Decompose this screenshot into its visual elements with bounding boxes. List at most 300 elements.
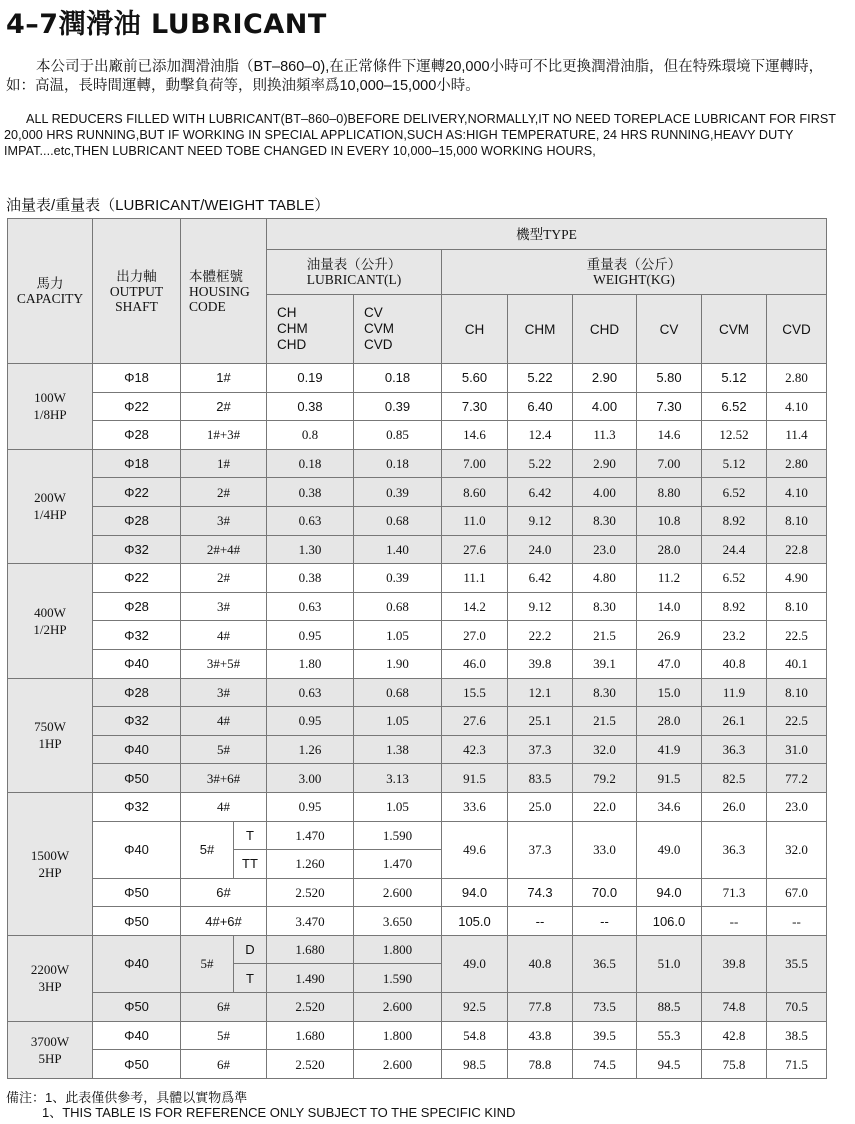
output-shaft-cell: Φ40 <box>93 821 181 878</box>
lubricant-cv-cell: 3.650 <box>354 907 442 936</box>
weight-cvd-cell: 22.5 <box>767 621 827 650</box>
weight-chm-cell: -- <box>508 907 573 936</box>
output-shaft-cell: Φ28 <box>93 421 181 450</box>
output-shaft-cell: Φ28 <box>93 592 181 621</box>
housing-variant-cell: D <box>234 935 267 964</box>
weight-chm-cell: 39.8 <box>508 649 573 678</box>
lubricant-cv-cell: 1.800 <box>354 935 442 964</box>
housing-code-cell: 1# <box>181 449 267 478</box>
housing-code-cell: 2# <box>181 478 267 507</box>
header-weight-en: WEIGHT(KG) <box>593 272 675 287</box>
lubricant-ch-cell: 0.18 <box>267 449 354 478</box>
weight-cvm-cell: 23.2 <box>702 621 767 650</box>
weight-cvm-cell: 6.52 <box>702 564 767 593</box>
weight-ch-cell: 94.0 <box>442 878 508 907</box>
weight-cvd-cell: 35.5 <box>767 935 827 992</box>
header-housing-en1: HOUSING <box>189 283 250 299</box>
lubricant-cv-cell: 1.38 <box>354 735 442 764</box>
header-lub-col-ch-line2: CHM <box>277 321 308 336</box>
weight-ch-cell: 27.0 <box>442 621 508 650</box>
header-output-shaft <box>93 219 181 364</box>
lubricant-ch-cell: 0.63 <box>267 506 354 535</box>
output-shaft-cell: Φ50 <box>93 1050 181 1079</box>
lubricant-cv-cell: 0.85 <box>354 421 442 450</box>
weight-cv-cell: 51.0 <box>637 935 702 992</box>
weight-cvm-cell: -- <box>702 907 767 936</box>
weight-cv-cell: 5.80 <box>637 364 702 393</box>
weight-ch-cell: 54.8 <box>442 1021 508 1050</box>
header-shaft-en1: OUTPUT <box>109 283 164 299</box>
lubricant-cv-cell: 0.39 <box>354 478 442 507</box>
weight-cv-cell: 15.0 <box>637 678 702 707</box>
weight-chd-cell: 2.90 <box>573 449 637 478</box>
table-row <box>8 478 827 507</box>
weight-chm-cell: 74.3 <box>508 878 573 907</box>
lubricant-ch-cell: 1.30 <box>267 535 354 564</box>
table-row <box>8 506 827 535</box>
weight-cv-cell: 55.3 <box>637 1021 702 1050</box>
weight-cv-cell: 88.5 <box>637 993 702 1022</box>
capacity-cell <box>8 792 93 935</box>
capacity-cell <box>8 364 93 450</box>
capacity-label: 5HP <box>38 1050 62 1066</box>
weight-ch-cell: 11.0 <box>442 506 508 535</box>
lubricant-cv-cell: 0.68 <box>354 506 442 535</box>
weight-chm-cell: 9.12 <box>508 506 573 535</box>
weight-cvd-cell: 40.1 <box>767 649 827 678</box>
weight-cvd-cell: 8.10 <box>767 678 827 707</box>
notes <box>6 1090 846 1120</box>
weight-cv-cell: 106.0 <box>637 907 702 936</box>
lubricant-cv-cell: 0.18 <box>354 449 442 478</box>
weight-cvd-cell: 4.10 <box>767 478 827 507</box>
table-row <box>8 621 827 650</box>
weight-chm-cell: 25.0 <box>508 792 573 821</box>
weight-ch-cell: 105.0 <box>442 907 508 936</box>
weight-chd-cell: 32.0 <box>573 735 637 764</box>
weight-cvd-cell: 32.0 <box>767 821 827 878</box>
housing-code-cell: 3#+6# <box>181 764 267 793</box>
header-housing-en2: CODE <box>189 298 226 314</box>
table-row <box>8 935 827 964</box>
housing-code-cell: 4# <box>181 707 267 736</box>
header-lubricant-zh: 油量表（公升） <box>306 257 402 272</box>
weight-chm-cell: 37.3 <box>508 821 573 878</box>
weight-chm-cell: 12.4 <box>508 421 573 450</box>
weight-cvd-cell: 4.90 <box>767 564 827 593</box>
weight-cvd-cell: 71.5 <box>767 1050 827 1079</box>
lubricant-cv-cell: 1.05 <box>354 621 442 650</box>
housing-code-cell: 6# <box>181 1050 267 1079</box>
lubricant-ch-cell: 2.520 <box>267 1050 354 1079</box>
weight-chm-cell: 5.22 <box>508 449 573 478</box>
lubricant-ch-cell: 0.63 <box>267 678 354 707</box>
weight-cvm-cell: 71.3 <box>702 878 767 907</box>
table-row <box>8 821 827 850</box>
weight-cvm-cell: 8.92 <box>702 506 767 535</box>
capacity-cell <box>8 1021 93 1078</box>
header-lub-col-ch-line1: CH <box>277 305 297 320</box>
weight-chd-cell: 21.5 <box>573 707 637 736</box>
weight-cvm-cell: 26.1 <box>702 707 767 736</box>
weight-cvm-cell: 36.3 <box>702 821 767 878</box>
lubricant-ch-cell: 0.38 <box>267 478 354 507</box>
housing-code-cell: 5# <box>181 1021 267 1050</box>
housing-code-cell: 3# <box>181 506 267 535</box>
housing-code-cell: 2# <box>181 392 267 421</box>
lubricant-cv-cell: 1.590 <box>354 821 442 850</box>
header-wt-col-cvd: CVD <box>767 295 827 364</box>
intro-english: ALL REDUCERS FILLED WITH LUBRICANT(BT–860–0)BEFORE DELIVERY,NORMALLY,IT NO NEED TOREPLACE LUBRICANT FOR FIRST 20,000 HRS RUNNING,BUT IF WORKING IN SPECIAL APPLICATION,SUCH AS:HIGH TEMPERATURE, 24 HRS RUNNING,HEAVY DUTY IMPAT....etc,THEN LUBRICANT NEED TOBE CHANGED IN EVERY 10,000–15,000 WORKING HOURS, <box>4 112 836 158</box>
output-shaft-cell: Φ32 <box>93 792 181 821</box>
weight-ch-cell: 33.6 <box>442 792 508 821</box>
header-wt-col-cvm: CVM <box>702 295 767 364</box>
header-wt-col-chd: CHD <box>573 295 637 364</box>
weight-chd-cell: 36.5 <box>573 935 637 992</box>
weight-cv-cell: 41.9 <box>637 735 702 764</box>
table-row <box>8 764 827 793</box>
housing-code-cell: 3# <box>181 592 267 621</box>
weight-chd-cell: 21.5 <box>573 621 637 650</box>
weight-chm-cell: 40.8 <box>508 935 573 992</box>
capacity-label: 1HP <box>38 736 62 752</box>
weight-chd-cell: 39.1 <box>573 649 637 678</box>
weight-cvd-cell: 8.10 <box>767 506 827 535</box>
table-row <box>8 392 827 421</box>
weight-cvm-cell: 40.8 <box>702 649 767 678</box>
capacity-label: 1/2HP <box>33 621 67 637</box>
housing-variant-cell: TT <box>234 850 267 879</box>
capacity-label: 2HP <box>38 864 62 880</box>
weight-cv-cell: 28.0 <box>637 535 702 564</box>
page-title: 4–7潤滑油 LUBRICANT <box>6 9 327 40</box>
header-lub-col-cv <box>354 295 442 364</box>
weight-cv-cell: 10.8 <box>637 506 702 535</box>
output-shaft-cell: Φ32 <box>93 621 181 650</box>
capacity-label: 1/8HP <box>33 407 67 423</box>
housing-code-cell: 5# <box>181 935 234 992</box>
weight-cv-cell: 94.0 <box>637 878 702 907</box>
table-row <box>8 649 827 678</box>
output-shaft-cell: Φ28 <box>93 506 181 535</box>
housing-code-cell: 6# <box>181 993 267 1022</box>
output-shaft-cell: Φ50 <box>93 764 181 793</box>
weight-ch-cell: 27.6 <box>442 707 508 736</box>
capacity-label: 200W <box>34 490 66 506</box>
lubricant-ch-cell: 1.680 <box>267 1021 354 1050</box>
note-zh: 備注：1、此表僅供參考，具體以實物爲準 <box>6 1090 248 1105</box>
weight-ch-cell: 92.5 <box>442 993 508 1022</box>
output-shaft-cell: Φ40 <box>93 1021 181 1050</box>
weight-cv-cell: 14.6 <box>637 421 702 450</box>
lubricant-cv-cell: 3.13 <box>354 764 442 793</box>
weight-chm-cell: 77.8 <box>508 993 573 1022</box>
lubricant-cv-cell: 1.470 <box>354 850 442 879</box>
header-weight-zh: 重量表（公斤） <box>586 257 682 272</box>
weight-chm-cell: 5.22 <box>508 364 573 393</box>
lubricant-ch-cell: 2.520 <box>267 993 354 1022</box>
housing-code-cell: 2#+4# <box>181 535 267 564</box>
intro-chinese: 本公司于出廠前已添加潤滑油脂（BT–860–0),在正常條件下運轉20,000小時可不比更換潤滑油脂，但在特殊環境下運轉時，如：高温，長時間運轉，動擊負荷等，則换油頻率爲10,000–15,000小時。 <box>6 59 824 94</box>
capacity-cell <box>8 564 93 678</box>
weight-cvm-cell: 75.8 <box>702 1050 767 1079</box>
weight-chm-cell: 25.1 <box>508 707 573 736</box>
lubricant-cv-cell: 1.40 <box>354 535 442 564</box>
output-shaft-cell: Φ22 <box>93 478 181 507</box>
capacity-label: 750W <box>34 719 66 735</box>
housing-code-cell: 1# <box>181 364 267 393</box>
weight-cvd-cell: 22.5 <box>767 707 827 736</box>
weight-cv-cell: 11.2 <box>637 564 702 593</box>
housing-code-cell: 5# <box>181 735 267 764</box>
output-shaft-cell: Φ18 <box>93 449 181 478</box>
weight-ch-cell: 49.0 <box>442 935 508 992</box>
lubricant-cv-cell: 2.600 <box>354 1050 442 1079</box>
weight-cvd-cell: 77.2 <box>767 764 827 793</box>
weight-cvd-cell: 2.80 <box>767 449 827 478</box>
housing-code-cell: 6# <box>181 878 267 907</box>
header-lub-col-cv-line3: CVD <box>364 337 393 352</box>
weight-cv-cell: 34.6 <box>637 792 702 821</box>
lubricant-ch-cell: 3.00 <box>267 764 354 793</box>
output-shaft-cell: Φ40 <box>93 649 181 678</box>
table-row <box>8 907 827 936</box>
weight-cvm-cell: 74.8 <box>702 993 767 1022</box>
weight-ch-cell: 5.60 <box>442 364 508 393</box>
header-lub-col-ch <box>267 295 354 364</box>
weight-cvd-cell: -- <box>767 907 827 936</box>
weight-ch-cell: 42.3 <box>442 735 508 764</box>
header-type: 機型TYPE <box>267 219 827 250</box>
weight-cvm-cell: 82.5 <box>702 764 767 793</box>
weight-chd-cell: 39.5 <box>573 1021 637 1050</box>
weight-cv-cell: 8.80 <box>637 478 702 507</box>
lubricant-ch-cell: 2.520 <box>267 878 354 907</box>
weight-chd-cell: 2.90 <box>573 364 637 393</box>
header-lub-col-ch-line3: CHD <box>277 337 307 352</box>
table-row <box>8 564 827 593</box>
weight-cvd-cell: 67.0 <box>767 878 827 907</box>
lubricant-ch-cell: 0.19 <box>267 364 354 393</box>
weight-chm-cell: 78.8 <box>508 1050 573 1079</box>
header-weight <box>442 250 827 295</box>
capacity-label: 3700W <box>30 1033 70 1049</box>
output-shaft-cell: Φ32 <box>93 535 181 564</box>
header-capacity-zh: 馬力 <box>36 276 64 291</box>
table-row <box>8 592 827 621</box>
table-row <box>8 878 827 907</box>
weight-cvd-cell: 2.80 <box>767 364 827 393</box>
header-lub-col-cv-line2: CVM <box>364 321 394 336</box>
weight-cvm-cell: 39.8 <box>702 935 767 992</box>
weight-chm-cell: 43.8 <box>508 1021 573 1050</box>
capacity-label: 400W <box>34 604 66 620</box>
weight-ch-cell: 91.5 <box>442 764 508 793</box>
weight-chd-cell: 8.30 <box>573 678 637 707</box>
weight-chm-cell: 6.42 <box>508 564 573 593</box>
weight-ch-cell: 27.6 <box>442 535 508 564</box>
lubricant-ch-cell: 1.680 <box>267 935 354 964</box>
header-wt-col-cv: CV <box>637 295 702 364</box>
weight-chd-cell: -- <box>573 907 637 936</box>
table-body <box>8 219 827 1079</box>
lubricant-cv-cell: 1.800 <box>354 1021 442 1050</box>
lubricant-ch-cell: 1.470 <box>267 821 354 850</box>
housing-code-cell: 1#+3# <box>181 421 267 450</box>
capacity-label: 2200W <box>30 962 70 978</box>
header-housing-zh: 本體框號 <box>189 268 243 284</box>
output-shaft-cell: Φ50 <box>93 878 181 907</box>
table-row <box>8 707 827 736</box>
table-caption: 油量表/重量表（LUBRICANT/WEIGHT TABLE） <box>6 197 330 214</box>
weight-chm-cell: 9.12 <box>508 592 573 621</box>
weight-cvd-cell: 22.8 <box>767 535 827 564</box>
weight-chd-cell: 11.3 <box>573 421 637 450</box>
weight-ch-cell: 14.2 <box>442 592 508 621</box>
weight-cvd-cell: 70.5 <box>767 993 827 1022</box>
weight-ch-cell: 98.5 <box>442 1050 508 1079</box>
header-lubricant-en: LUBRICANT(L) <box>306 272 402 287</box>
table-row <box>8 449 827 478</box>
housing-code-cell: 2# <box>181 564 267 593</box>
weight-cvd-cell: 11.4 <box>767 421 827 450</box>
table-row <box>8 1050 827 1079</box>
header-lubricant <box>267 250 442 295</box>
lubricant-cv-cell: 1.590 <box>354 964 442 993</box>
weight-cvm-cell: 24.4 <box>702 535 767 564</box>
capacity-label: 1500W <box>30 847 70 863</box>
lubricant-ch-cell: 3.470 <box>267 907 354 936</box>
header-shaft-zh: 出力軸 <box>116 268 157 284</box>
lubricant-ch-cell: 0.95 <box>267 621 354 650</box>
weight-ch-cell: 7.00 <box>442 449 508 478</box>
weight-cvm-cell: 26.0 <box>702 792 767 821</box>
weight-chd-cell: 22.0 <box>573 792 637 821</box>
weight-cv-cell: 14.0 <box>637 592 702 621</box>
weight-cv-cell: 49.0 <box>637 821 702 878</box>
lubricant-cv-cell: 0.68 <box>354 592 442 621</box>
housing-variant-cell: T <box>234 964 267 993</box>
weight-cv-cell: 7.30 <box>637 392 702 421</box>
lubricant-ch-cell: 1.490 <box>267 964 354 993</box>
housing-code-cell: 5# <box>181 821 234 878</box>
table-row <box>8 421 827 450</box>
header-wt-col-ch: CH <box>442 295 508 364</box>
weight-chd-cell: 74.5 <box>573 1050 637 1079</box>
weight-cvm-cell: 5.12 <box>702 364 767 393</box>
weight-chd-cell: 79.2 <box>573 764 637 793</box>
weight-cvd-cell: 8.10 <box>767 592 827 621</box>
weight-chd-cell: 4.00 <box>573 392 637 421</box>
weight-cv-cell: 94.5 <box>637 1050 702 1079</box>
weight-cvm-cell: 12.52 <box>702 421 767 450</box>
lubricant-cv-cell: 2.600 <box>354 878 442 907</box>
weight-chm-cell: 24.0 <box>508 535 573 564</box>
weight-chd-cell: 73.5 <box>573 993 637 1022</box>
output-shaft-cell: Φ40 <box>93 935 181 992</box>
weight-cv-cell: 28.0 <box>637 707 702 736</box>
weight-cv-cell: 47.0 <box>637 649 702 678</box>
lubricant-cv-cell: 2.600 <box>354 993 442 1022</box>
note-en: 1、THIS TABLE IS FOR REFERENCE ONLY SUBJECT TO THE SPECIFIC KIND <box>42 1105 516 1120</box>
lubricant-cv-cell: 1.05 <box>354 707 442 736</box>
table-row <box>8 535 827 564</box>
weight-cvm-cell: 42.8 <box>702 1021 767 1050</box>
weight-cvd-cell: 4.10 <box>767 392 827 421</box>
weight-ch-cell: 11.1 <box>442 564 508 593</box>
header-capacity-en: CAPACITY <box>16 291 84 306</box>
lubricant-ch-cell: 0.8 <box>267 421 354 450</box>
housing-code-cell: 4# <box>181 792 267 821</box>
header-shaft-en2: SHAFT <box>115 298 158 314</box>
lubricant-ch-cell: 1.260 <box>267 850 354 879</box>
weight-ch-cell: 15.5 <box>442 678 508 707</box>
capacity-cell <box>8 935 93 1021</box>
capacity-cell <box>8 678 93 792</box>
output-shaft-cell: Φ50 <box>93 907 181 936</box>
housing-code-cell: 4#+6# <box>181 907 267 936</box>
lubricant-ch-cell: 0.95 <box>267 707 354 736</box>
lubricant-cv-cell: 1.05 <box>354 792 442 821</box>
lubricant-cv-cell: 1.90 <box>354 649 442 678</box>
output-shaft-cell: Φ40 <box>93 735 181 764</box>
weight-cvm-cell: 11.9 <box>702 678 767 707</box>
header-capacity <box>8 219 93 364</box>
weight-chm-cell: 83.5 <box>508 764 573 793</box>
lubricant-cv-cell: 0.39 <box>354 392 442 421</box>
header-housing-code <box>181 219 267 364</box>
table-row <box>8 364 827 393</box>
weight-chd-cell: 4.80 <box>573 564 637 593</box>
housing-code-cell: 4# <box>181 621 267 650</box>
capacity-cell <box>8 449 93 563</box>
output-shaft-cell: Φ22 <box>93 564 181 593</box>
capacity-label: 1/4HP <box>33 507 67 523</box>
weight-cvm-cell: 5.12 <box>702 449 767 478</box>
output-shaft-cell: Φ28 <box>93 678 181 707</box>
weight-cvd-cell: 23.0 <box>767 792 827 821</box>
weight-chm-cell: 22.2 <box>508 621 573 650</box>
weight-cvd-cell: 31.0 <box>767 735 827 764</box>
weight-chd-cell: 70.0 <box>573 878 637 907</box>
table-row <box>8 1021 827 1050</box>
weight-ch-cell: 46.0 <box>442 649 508 678</box>
output-shaft-cell: Φ18 <box>93 364 181 393</box>
weight-chd-cell: 23.0 <box>573 535 637 564</box>
weight-cvd-cell: 38.5 <box>767 1021 827 1050</box>
housing-code-cell: 3#+5# <box>181 649 267 678</box>
capacity-label: 100W <box>34 390 66 406</box>
weight-ch-cell: 8.60 <box>442 478 508 507</box>
weight-chd-cell: 33.0 <box>573 821 637 878</box>
weight-chd-cell: 8.30 <box>573 506 637 535</box>
weight-cvm-cell: 36.3 <box>702 735 767 764</box>
weight-chm-cell: 37.3 <box>508 735 573 764</box>
lubricant-cv-cell: 0.39 <box>354 564 442 593</box>
output-shaft-cell: Φ22 <box>93 392 181 421</box>
table-row <box>8 678 827 707</box>
weight-cvm-cell: 6.52 <box>702 478 767 507</box>
lubricant-ch-cell: 0.38 <box>267 392 354 421</box>
weight-cvm-cell: 8.92 <box>702 592 767 621</box>
lubricant-weight-table <box>7 218 827 1079</box>
output-shaft-cell: Φ50 <box>93 993 181 1022</box>
lubricant-ch-cell: 0.38 <box>267 564 354 593</box>
weight-cv-cell: 26.9 <box>637 621 702 650</box>
table-row <box>8 792 827 821</box>
weight-ch-cell: 7.30 <box>442 392 508 421</box>
weight-chd-cell: 8.30 <box>573 592 637 621</box>
